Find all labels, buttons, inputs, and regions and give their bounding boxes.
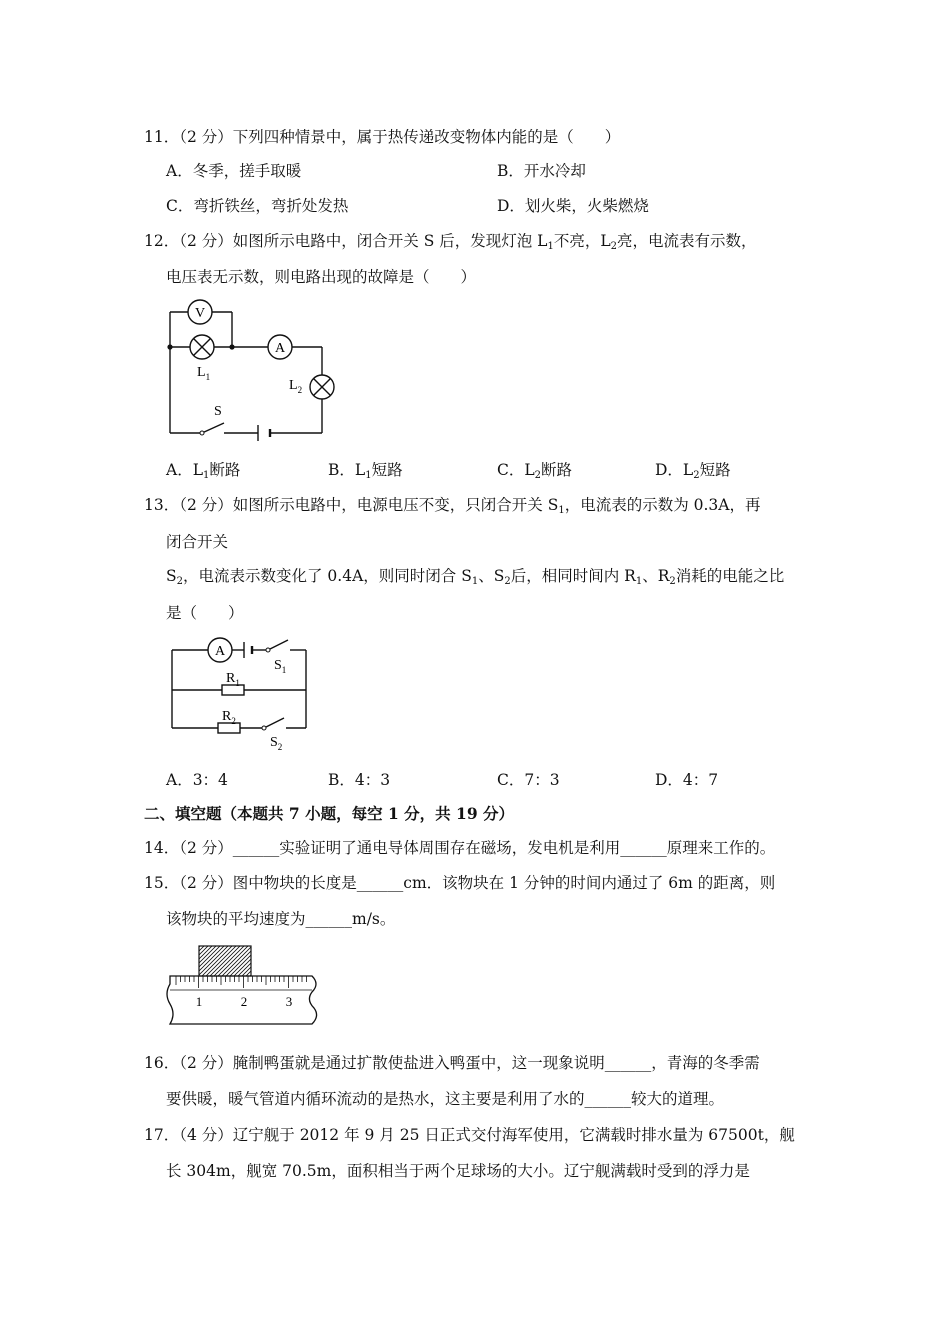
ruler-label-2: 2 xyxy=(240,994,248,1009)
question-11-stem: 11．（2 分）下列四种情景中，属于热传递改变物体内能的是（ ） xyxy=(144,128,621,146)
q12-option-c: C．$L_2$断路 xyxy=(497,461,573,481)
question-13-stem-line4: 是（ ） xyxy=(166,604,244,622)
resistor-r2-label: $R_2$ xyxy=(222,709,236,726)
q11-option-d: D．划火柴，火柴燃烧 xyxy=(497,197,649,215)
q11-option-b: B．开水冷却 xyxy=(497,162,586,180)
resistor-r1-symbol xyxy=(222,685,244,695)
q15-ruler-figure xyxy=(160,938,330,1030)
question-13-stem: 13．（2 分）如图所示电路中，电源电压不变，只闭合开关 $S_1$，电流表的示数为 0.3A，再 xyxy=(144,496,761,516)
q13-circuit-diagram xyxy=(160,632,320,754)
question-17-stem: 17．（4 分）辽宁舰于 2012 年 9 月 25 日正式交付海军使用，它满载时排水量为 67500t，舰 xyxy=(144,1126,795,1144)
lamp-l2-label: $L_2$ xyxy=(289,378,303,395)
subscript: 2 xyxy=(610,241,618,252)
switch-s-label: S xyxy=(214,404,222,419)
question-15-stem-line2: 该物块的平均速度为______m/s。 xyxy=(166,910,396,928)
q12-option-a: A．$L_1$断路 xyxy=(166,461,241,481)
ammeter-label: A xyxy=(214,644,226,659)
q13-option-c: C．7：3 xyxy=(497,771,560,789)
resistor-r1-label: $R_1$ xyxy=(226,671,240,688)
q13-option-d: D．4：7 xyxy=(655,771,719,789)
q11-option-c: C．弯折铁丝，弯折处发热 xyxy=(166,197,349,215)
q11-option-a: A．冬季，搓手取暖 xyxy=(166,162,302,180)
q12-stem-part: 12．（2 分）如图所示电路中，闭合开关 S 后，发现灯泡 L xyxy=(144,232,548,250)
q12-option-b: B．$L_1$短路 xyxy=(328,461,403,481)
question-13-stem-line2: 闭合开关 xyxy=(166,533,229,551)
switch-s2-blade xyxy=(264,718,284,728)
ruler-label-1: 1 xyxy=(195,994,203,1009)
question-13-stem-line3: $S_2$，电流表示数变化了 0.4A，则同时闭合 $S_1$、$S_2$后，相同时间内 $R_1$、$R_2$消耗的电能之比 xyxy=(166,567,785,587)
ruler-label-3: 3 xyxy=(285,994,293,1009)
section-2-heading: 二、填空题（本题共 7 小题，每空 1 分，共 19 分） xyxy=(144,804,515,823)
switch-s-blade xyxy=(202,423,224,433)
switch-s1-pivot xyxy=(266,648,270,652)
junction-dot xyxy=(229,344,234,349)
lamp-l1-label: $L_1$ xyxy=(197,365,211,382)
switch-s1-label: $S_1$ xyxy=(274,658,287,675)
q12-option-d: D．$L_2$短路 xyxy=(655,461,731,481)
switch-s2-label: $S_2$ xyxy=(270,735,283,752)
question-15-stem: 15．（2 分）图中物块的长度是______cm．该物块在 1 分钟的时间内通过了 6m 的距离，则 xyxy=(144,874,776,892)
junction-dot xyxy=(167,344,172,349)
q13-option-b: B．4：3 xyxy=(328,771,391,789)
ruler-ticks xyxy=(176,976,307,988)
ammeter-label: A xyxy=(274,341,286,356)
switch-s2-pivot xyxy=(262,726,266,730)
q13-option-a: A．3：4 xyxy=(166,771,228,789)
switch-s-pivot xyxy=(200,431,204,435)
question-16-stem: 16．（2 分）腌制鸭蛋就是通过扩散使盐进入鸭蛋中，这一现象说明______，青海的冬季需 xyxy=(144,1054,760,1072)
question-14-stem: 14．（2 分）______实验证明了通电导体周围存在磁场，发电机是利用______原理来工作的。 xyxy=(144,839,776,857)
question-12-stem xyxy=(144,230,757,258)
voltmeter-label: V xyxy=(194,306,206,321)
question-16-stem-line2: 要供暖，暖气管道内循环流动的是热水，这主要是利用了水的______较大的道理。 xyxy=(166,1090,725,1108)
resistor-r2-symbol xyxy=(218,723,240,733)
question-17-stem-line2: 长 304m，舰宽 70.5m，面积相当于两个足球场的大小。辽宁舰满载时受到的浮力是 xyxy=(166,1162,750,1180)
block-object xyxy=(199,946,251,976)
q12-stem-part: 亮，电流表有示数， xyxy=(617,232,757,250)
subscript: 1 xyxy=(547,241,554,252)
question-12-stem-line2: 电压表无示数，则电路出现的故障是（ ） xyxy=(166,268,477,286)
switch-s1-blade xyxy=(268,640,288,650)
q12-circuit-diagram xyxy=(160,295,360,445)
q12-stem-part: 不亮，L xyxy=(553,232,611,250)
